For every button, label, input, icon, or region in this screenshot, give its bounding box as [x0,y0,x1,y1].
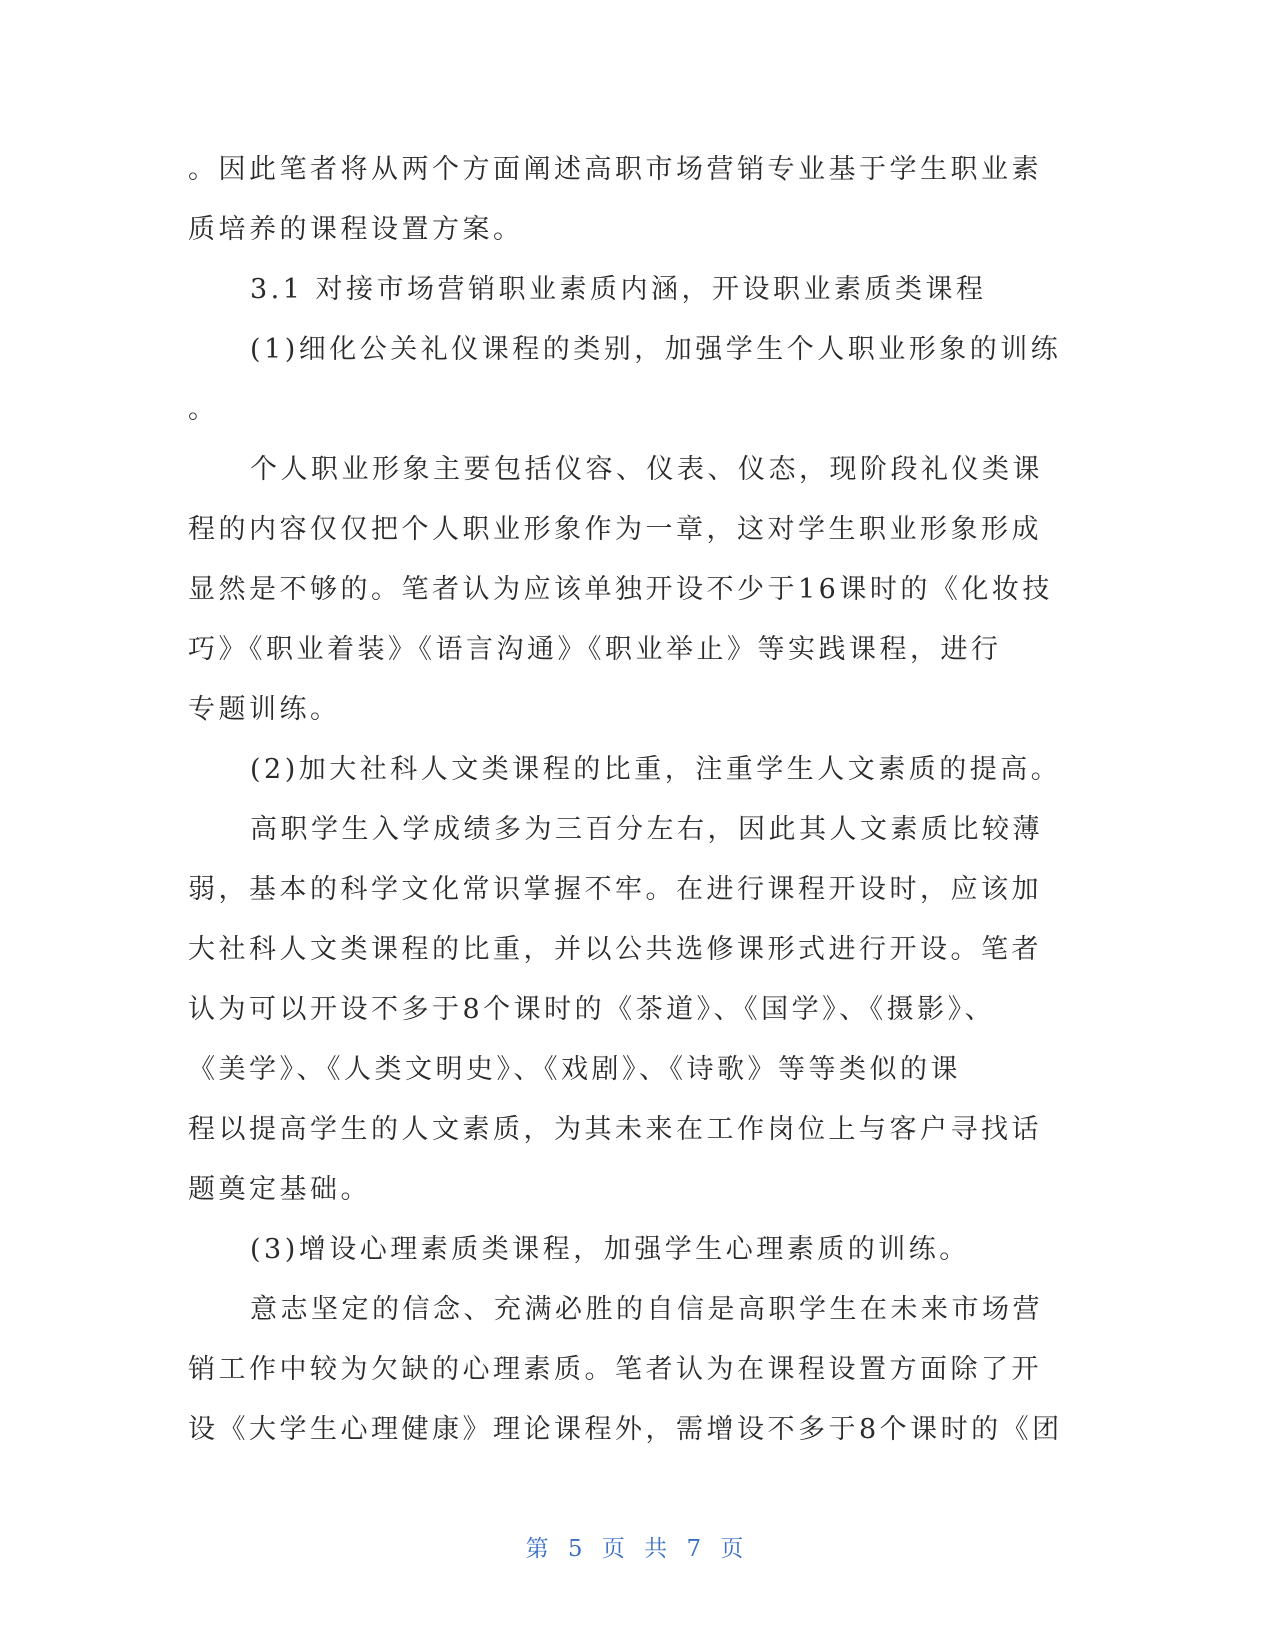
text-line: 质培养的课程设置方案。 [188,214,524,245]
text-line: 设《大学生心理健康》理论课程外，需增设不多于8个课时的《团 [188,1414,1063,1445]
paragraph-start: 个人职业形象主要包括仪容、仪表、仪态，现阶段礼仪类课 [250,454,1043,485]
text-line: 。 [188,394,219,425]
page-number-footer: 第 5 页 共 7 页 [525,1536,750,1562]
text-line: 显然是不够的。笔者认为应该单独开设不少于16课时的《化妆技 [188,574,1053,605]
text-line: 弱，基本的科学文化常识掌握不牢。在进行课程开设时，应该加 [188,874,1042,905]
text-line: 《美学》、《人类文明史》、《戏剧》、《诗歌》等等类似的课 [188,1054,961,1085]
text-line: 程以提高学生的人文素质，为其未来在工作岗位上与客户寻找话 [188,1114,1042,1145]
subsection-heading: (3)增设心理素质类课程，加强学生心理素质的训练。 [250,1234,970,1265]
text-line: 。因此笔者将从两个方面阐述高职市场营销专业基于学生职业素 [188,154,1042,185]
subsection-heading: (1)细化公关礼仪课程的类别，加强学生个人职业形象的训练 [250,334,1062,365]
text-line: 专题训练。 [188,694,341,725]
section-heading: 3.1 对接市场营销职业素质内涵，开设职业素质类课程 [250,274,987,305]
body-text [188,140,1068,1460]
text-line: 题奠定基础。 [188,1174,371,1205]
text-line: 大社科人文类课程的比重，并以公共选修课形式进行开设。笔者 [188,934,1042,965]
paragraph-start: 意志坚定的信念、充满必胜的自信是高职学生在未来市场营 [250,1294,1043,1325]
text-line: 销工作中较为欠缺的心理素质。笔者认为在课程设置方面除了开 [188,1354,1042,1385]
subsection-heading: (2)加大社科人文类课程的比重，注重学生人文素质的提高。 [250,754,1062,785]
paragraph-start: 高职学生入学成绩多为三百分左右，因此其人文素质比较薄 [250,814,1043,845]
text-line: 认为可以开设不多于8个课时的《茶道》、《国学》、《摄影》、 [188,994,996,1025]
text-line: 程的内容仅仅把个人职业形象作为一章，这对学生职业形象形成 [188,514,1042,545]
text-line: 巧》《职业着装》《语言沟通》《职业举止》等实践课程，进行 [188,634,1002,665]
